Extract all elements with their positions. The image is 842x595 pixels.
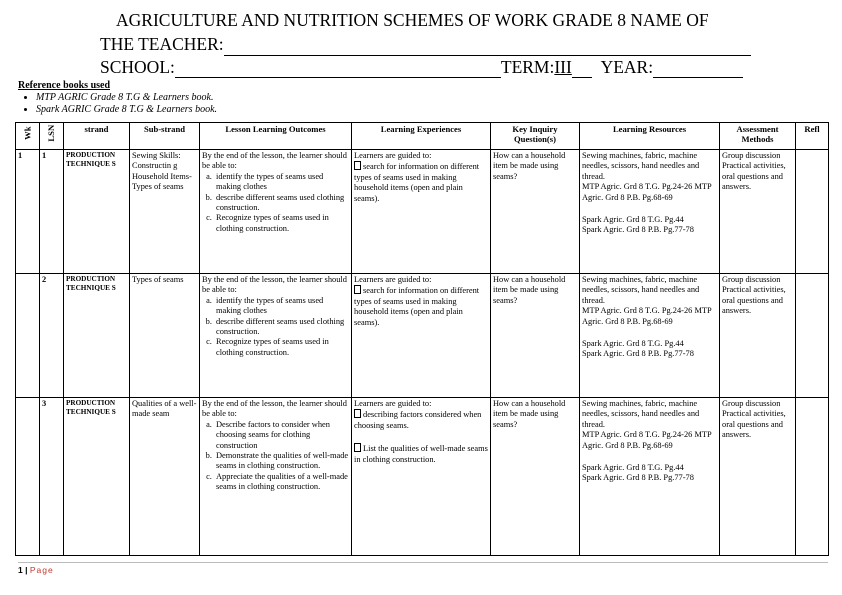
col-header-resources: Learning Resources: [580, 123, 720, 150]
cell-lsn: 3: [40, 398, 64, 556]
title-line-2: [100, 32, 760, 56]
checkbox-icon: [354, 161, 361, 170]
checkbox-icon: [354, 409, 361, 418]
table-row: [16, 398, 829, 556]
outcome-item: c. Recognize types of seams used in clothing construction.: [214, 213, 349, 234]
experience-intro: Learners are guided to:: [354, 399, 432, 408]
cell-substrand: Sewing Skills: Constructin g Household Items- Types of seams: [130, 150, 200, 274]
cell-assessment: Group discussion Practical activities, oral questions and answers.: [720, 150, 796, 274]
term-blank: [572, 60, 592, 78]
table-header-row: [16, 123, 829, 150]
resource-spark-pb: Spark Agric. Grd 8 P.B. Pg.77-78: [582, 349, 694, 359]
col-header-substrand: Sub-strand: [130, 123, 200, 150]
table-row: [16, 150, 829, 274]
reference-books: [18, 80, 217, 116]
school-name-blank[interactable]: [175, 60, 501, 78]
cell-strand: PRODUCTION TECHNIQUE S: [64, 274, 130, 398]
col-header-inquiry: Key Inquiry Question(s): [491, 123, 580, 150]
cell-inquiry: How can a household item be made using seams?: [491, 150, 580, 274]
cell-substrand: Qualities of a well-made seam: [130, 398, 200, 556]
cell-wk: 1: [16, 150, 40, 274]
outcomes-intro: By the end of the lesson, the learner should be able to:: [202, 275, 347, 295]
page-label: Page: [29, 565, 54, 575]
cell-assessment: Group discussion Practical activities, oral questions and answers.: [720, 274, 796, 398]
schemes-table: [15, 122, 829, 556]
col-header-wk: Wk: [16, 123, 40, 150]
cell-refl[interactable]: [796, 274, 829, 398]
cell-inquiry: How can a household item be made using seams?: [491, 398, 580, 556]
outcome-item: b. describe different seams used clothing construction.: [214, 317, 349, 338]
cell-refl[interactable]: [796, 398, 829, 556]
cell-wk: [16, 274, 40, 398]
resource-mtp: MTP Agric. Grd 8 T.G. Pg.24-26 MTP Agric. Grd 8 P.B. Pg.68-69: [582, 430, 712, 450]
cell-strand: PRODUCTION TECHNIQUE S: [64, 398, 130, 556]
outcomes-intro: By the end of the lesson, the learner should be able to:: [202, 151, 347, 171]
resource-materials: Sewing machines, fabric, machine needles, scissors, hand needles and thread.: [582, 399, 700, 429]
resource-spark-pb: Spark Agric. Grd 8 P.B. Pg.77-78: [582, 473, 694, 483]
document-title: [100, 8, 760, 56]
resource-materials: Sewing machines, fabric, machine needles, scissors, hand needles and thread.: [582, 275, 700, 305]
col-header-lsn: LSN: [40, 123, 64, 150]
outcomes-list: [202, 296, 349, 358]
outcomes-list: [202, 172, 349, 234]
cell-strand: PRODUCTION TECHNIQUE S: [64, 150, 130, 274]
reference-list: [18, 92, 217, 116]
cell-resources: [580, 150, 720, 274]
school-label: SCHOOL:: [100, 57, 175, 77]
school-term-year-line: [100, 56, 743, 78]
experience-item: search for information on different types of seams used in making household items (open and plain seams).: [354, 162, 480, 203]
col-header-experiences: Learning Experiences: [352, 123, 491, 150]
outcomes-list: [202, 420, 349, 493]
experience-item: describing factors considered when choosing seams.: [354, 410, 482, 430]
cell-inquiry: How can a household item be made using seams?: [491, 274, 580, 398]
table-row: [16, 274, 829, 398]
cell-outcomes: [200, 398, 352, 556]
cell-lsn: 2: [40, 274, 64, 398]
cell-assessment: Group discussion Practical activities, oral questions and answers.: [720, 398, 796, 556]
outcome-item: c. Appreciate the qualities of a well-made seams in clothing construction.: [214, 472, 349, 493]
checkbox-icon: [354, 443, 361, 452]
outcome-item: c. Recognize types of seams used in clothing construction.: [214, 337, 349, 358]
teacher-name-blank[interactable]: [224, 38, 751, 56]
outcome-item: b. Demonstrate the qualities of well-made seams in clothing construction.: [214, 451, 349, 472]
outcomes-intro: By the end of the lesson, the learner should be able to:: [202, 399, 347, 419]
outcome-item: a. Describe factors to consider when choosing seams for clothing construction: [214, 420, 349, 451]
resource-mtp: MTP Agric. Grd 8 T.G. Pg.24-26 MTP Agric. Grd 8 P.B. Pg.68-69: [582, 182, 712, 202]
cell-outcomes: [200, 274, 352, 398]
resource-spark-tg: Spark Agric. Grd 8 T.G. Pg.44: [582, 463, 684, 473]
term-value: III: [554, 57, 572, 77]
term-label: TERM:: [500, 57, 555, 77]
reference-item: • Spark AGRIC Grade 8 T.G & Learners book.: [36, 104, 217, 116]
year-label: YEAR:: [600, 57, 654, 77]
cell-experiences: [352, 398, 491, 556]
reference-item: • MTP AGRIC Grade 8 T.G & Learners book.: [36, 92, 217, 104]
col-header-assessment: Assessment Methods: [720, 123, 796, 150]
year-blank[interactable]: [653, 60, 743, 78]
experience-intro: Learners are guided to:: [354, 151, 432, 160]
cell-resources: [580, 274, 720, 398]
teacher-label: THE TEACHER:: [100, 34, 224, 54]
cell-substrand: Types of seams: [130, 274, 200, 398]
cell-experiences: [352, 274, 491, 398]
cell-outcomes: [200, 150, 352, 274]
resource-spark-tg: Spark Agric. Grd 8 T.G. Pg.44: [582, 215, 684, 225]
col-header-outcomes: Lesson Learning Outcomes: [200, 123, 352, 150]
experience-item: search for information on different types of seams used in making household items (open and plain seams).: [354, 286, 480, 327]
title-line-1: AGRICULTURE AND NUTRITION SCHEMES OF WORK GRADE 8 NAME OF: [116, 10, 709, 30]
page-number: 1: [18, 565, 23, 575]
col-header-refl: Refl: [796, 123, 829, 150]
cell-resources: [580, 398, 720, 556]
resource-spark-tg: Spark Agric. Grd 8 T.G. Pg.44: [582, 339, 684, 349]
reference-heading: Reference books used: [18, 80, 111, 91]
col-header-strand: strand: [64, 123, 130, 150]
outcome-item: a. identify the types of seams used making clothes: [214, 172, 349, 193]
checkbox-icon: [354, 285, 361, 294]
outcome-item: b. describe different seams used clothing construction.: [214, 193, 349, 214]
cell-wk: [16, 398, 40, 556]
resource-mtp: MTP Agric. Grd 8 T.G. Pg.24-26 MTP Agric. Grd 8 P.B. Pg.68-69: [582, 306, 712, 326]
experience-intro: Learners are guided to:: [354, 275, 432, 284]
resource-materials: Sewing machines, fabric, machine needles, scissors, hand needles and thread.: [582, 151, 700, 181]
cell-lsn: 1: [40, 150, 64, 274]
resource-spark-pb: Spark Agric. Grd 8 P.B. Pg.77-78: [582, 225, 694, 235]
page-footer: [18, 562, 828, 575]
page-separator: |: [25, 565, 28, 575]
cell-experiences: [352, 150, 491, 274]
experience-item: List the qualities of well-made seams in clothing construction.: [354, 444, 488, 464]
outcome-item: a. identify the types of seams used making clothes: [214, 296, 349, 317]
cell-refl[interactable]: [796, 150, 829, 274]
